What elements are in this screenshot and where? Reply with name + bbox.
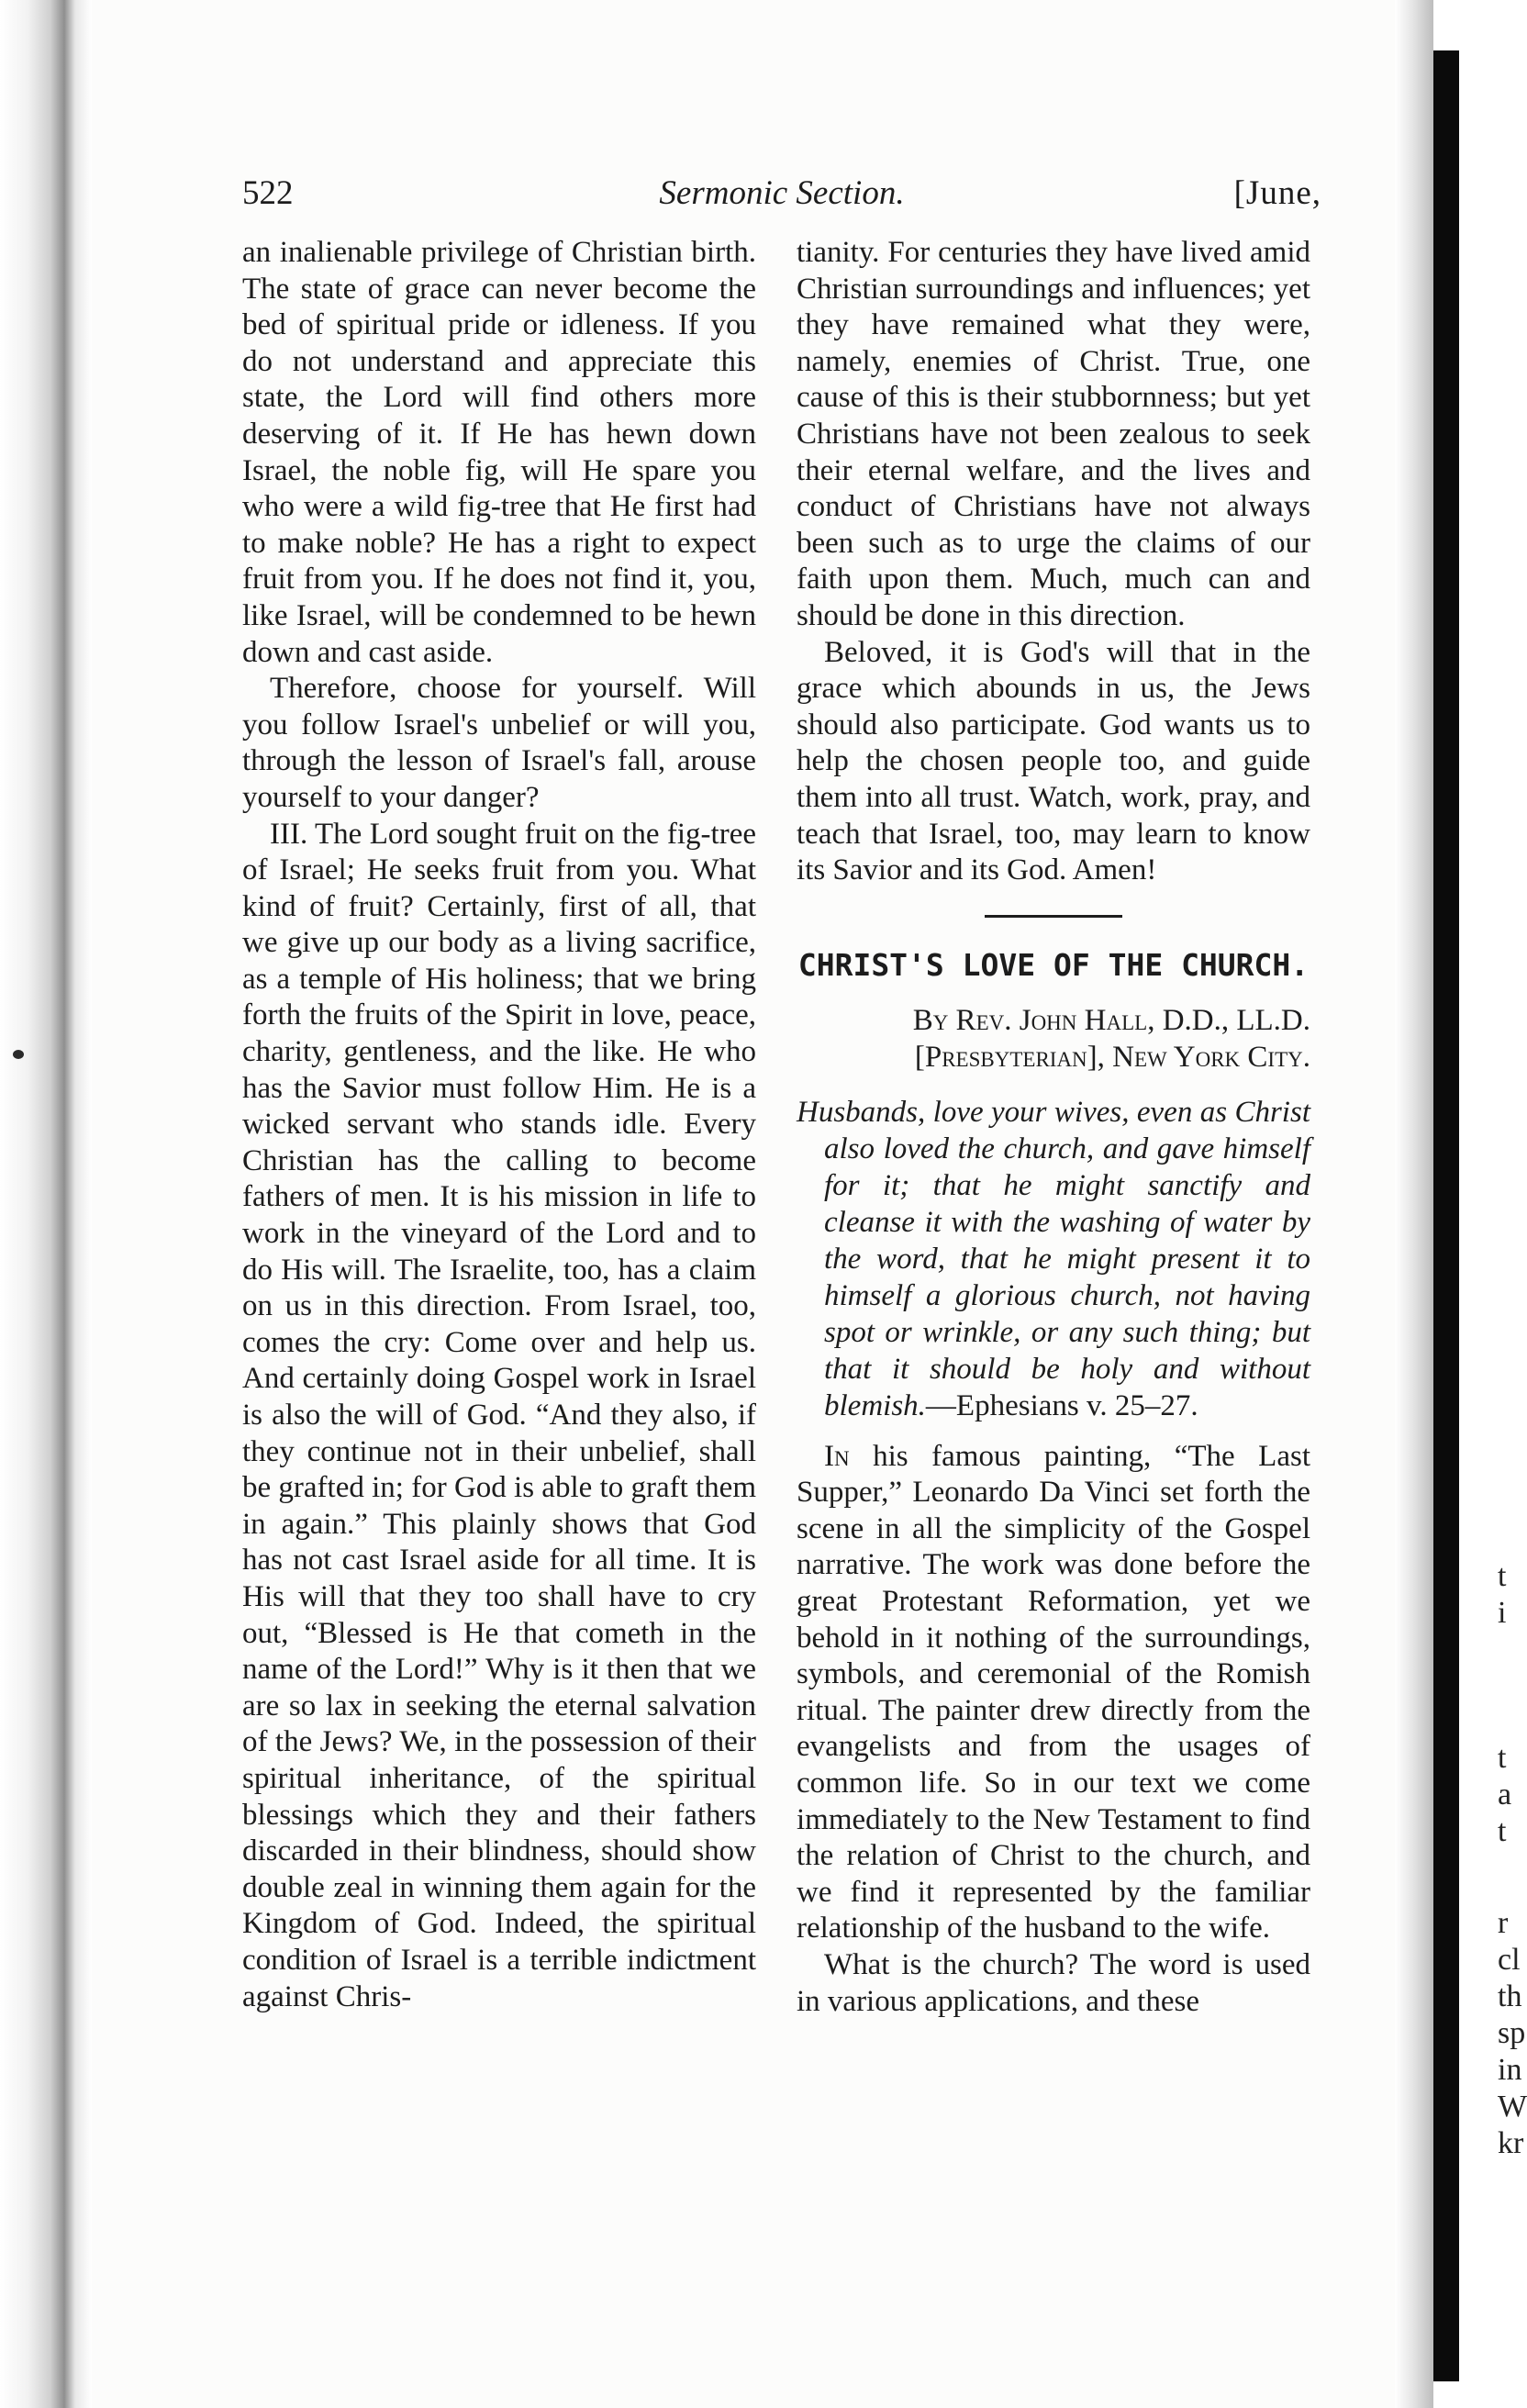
next-page-letter: in: [1498, 2053, 1522, 2087]
next-page-letter: r: [1498, 1906, 1509, 1940]
left-column: [242, 235, 756, 2015]
paragraph: Beloved, it is God's will that in the grace which abounds in us, the Jews should also participate. God wants us to help the chosen people too, and guide them into all trust. Watch, work, pray, and teach that Israel, too, may learn to know its Savior and its God. Amen!: [797, 635, 1310, 887]
page-edge-shadow: [1395, 0, 1433, 2408]
next-page-letter: th: [1498, 1979, 1522, 2013]
running-head-date: [June,: [1233, 174, 1321, 212]
next-page-letter: i: [1498, 1596, 1507, 1630]
page-number: 522: [242, 174, 294, 212]
drop-word: In: [824, 1439, 850, 1473]
next-page-letter: cl: [1498, 1943, 1521, 1977]
scripture-reference: —Ephesians v. 25–27.: [925, 1388, 1198, 1422]
author-affiliation: [Presbyterian], New York City.: [914, 1040, 1310, 1074]
paragraph: [797, 1439, 1310, 1947]
paragraph: Therefore, choose for yourself. Will you follow Israel's unbelief or will you, through the lesson of Israel's fall, arouse yourself to your danger?: [242, 672, 756, 814]
paragraph-text: his famous painting, “The Last Supper,” Leonardo Da Vinci set forth the scene in all the simplicity of the Gospel narrative. The work was done before the great Protestant Reformation, yet we behold in it nothing of the surroundings, symbols, and ceremonial of the Romish ritual. The painter drew directly from the evangelists and from the usages of common life. So in our text we come immediately to the New Testament to find the relation of Christ to the church, and we find it represented by the familiar relationship of the husband to the wife.: [797, 1439, 1311, 1945]
next-page-letter: a: [1498, 1778, 1512, 1812]
book-gutter: [1433, 50, 1459, 2381]
ink-speck: [13, 1050, 24, 1059]
book-binding-left: [0, 0, 92, 2408]
next-page-letter: t: [1498, 1559, 1507, 1593]
next-page-letter: W: [1498, 2090, 1527, 2124]
adjacent-page-fragment: [1459, 0, 1527, 2408]
paragraph: What is the church? The word is used in various applications, and these: [797, 1948, 1310, 2018]
paragraph: III. The Lord sought fruit on the fig-tree of Israel; He seeks fruit from you. What kind of fruit? Certainly, first of all, that we give up our body as a living sacrifice, as a temple of His holiness; that we bring forth the fruits of the Spirit in love, peace, charity, gentleness, and the like. He who has the Savior must follow Him. He is a wicked servant who stands idle. Every Christian has the calling to become fathers of men. It is his mission in life to work in the vineyard of the Lord and to do His will. The Israelite, too, has a claim on us in this direction. From Israel, too, comes the cry: Come over and help us. And certainly doing Gospel work in Israel is also the will of God. “And they also, if they continue not in their unbelief, shall be grafted in; for God is able to graft them in again.” This plainly shows that God has not cast Israel aside for all time. It is His will that they too shall have to cry out, “Blessed is He that cometh in the name of the Lord!” Why is it then that we are so lax in seeking the eternal salvation of the Jews? We, in the possession of their spiritual inheritance, of the spiritual blessings which they and their fathers discarded in their blindness, should show double zeal in winning them again for the Kingdom of God. Indeed, the spiritual condition of Israel is a terrible indictment against Chris-: [242, 817, 756, 2013]
right-column: [797, 235, 1310, 2020]
section-title: Sermonic Section.: [659, 174, 905, 212]
scripture-text: [797, 1094, 1310, 1424]
paragraph: tianity. For centuries they have lived amid Christian surroundings and influences; yet they have remained what they were, namely, enemies of Christ. True, one cause of this is their stubbornness; but yet Christians have not been zealous to seek their eternal welfare, and the lives and conduct of Christians have not always been such as to urge the claims of our faith upon them. Much, much can and should be done in this direction.: [797, 236, 1310, 632]
section-divider: [985, 915, 1122, 918]
next-page-letter: t: [1498, 1741, 1507, 1775]
next-page-letter: kr: [1498, 2126, 1524, 2160]
author-byline: By Rev. John Hall, D.D., LL.D.: [912, 1003, 1310, 1037]
next-page-letter: t: [1498, 1814, 1507, 1848]
running-head: [242, 171, 1321, 217]
paragraph: an inalienable privilege of Christian birth. The state of grace can never become the bed of spiritual pride or idleness. If you do not understand and appreciate this state, the Lord will find others more deserving of it. If He has hewn down Israel, the noble fig, will He spare you who were a wild fig-tree that He first had to make noble? He has a right to expect fruit from you. If he does not find it, you, like Israel, will be condemned to be hewn down and cast aside.: [242, 236, 756, 669]
next-page-letter: sp: [1498, 2016, 1526, 2050]
sermon-title: CHRIST'S LOVE OF THE CHURCH.: [797, 946, 1310, 983]
scripture-quote: Husbands, love your wives, even as Christ also loved the church, and gave himself for it; that he might sanctify and cleanse it with the washing of water by the word, that he might present it to himself a glorious church, not having spot or wrinkle, or any such thing; but that it should be holy and without blemish.: [797, 1095, 1310, 1422]
